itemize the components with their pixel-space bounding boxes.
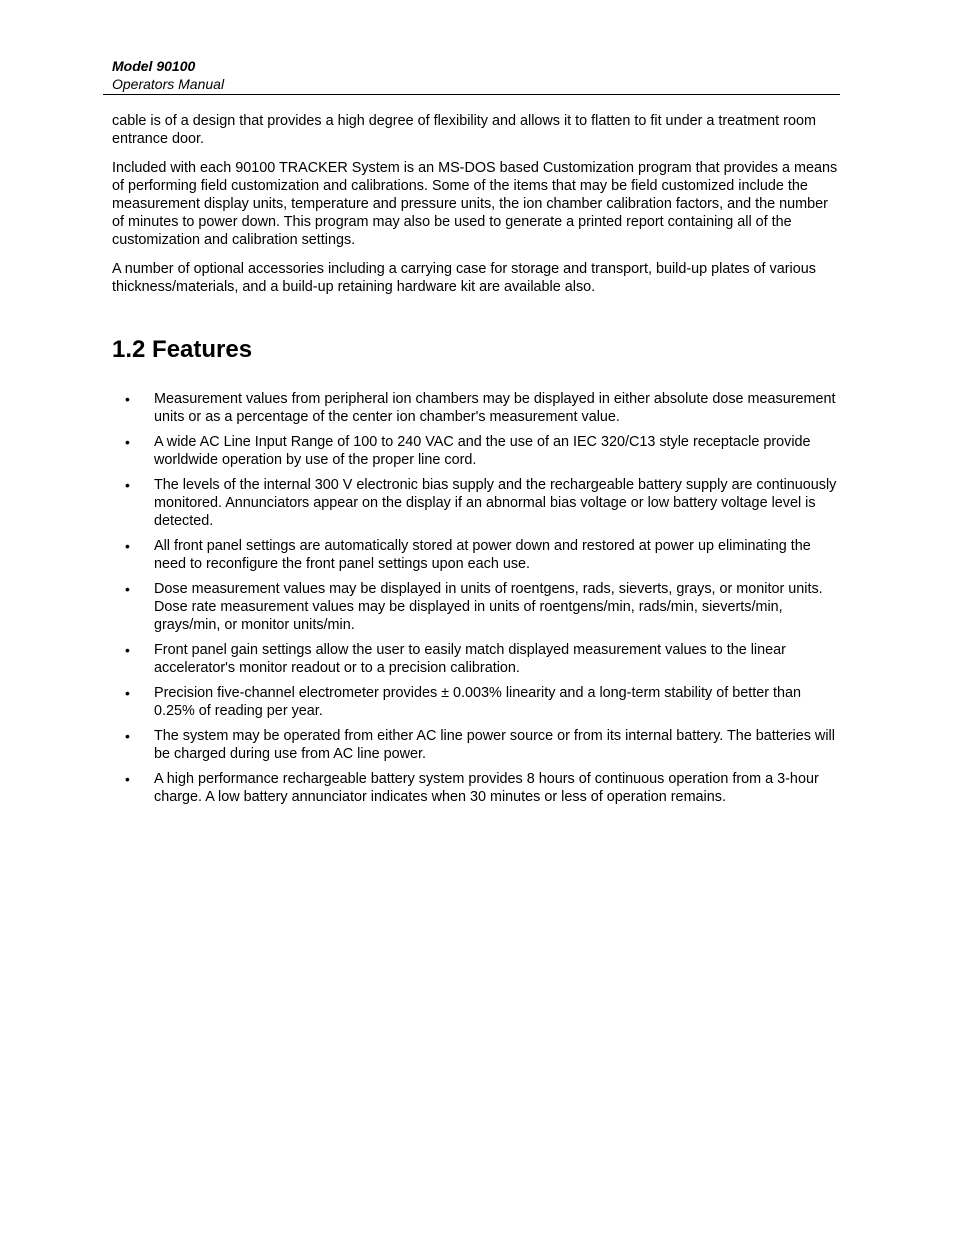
bullet-icon: • [125, 581, 130, 597]
bullet-icon: • [125, 685, 130, 701]
feature-text: Measurement values from peripheral ion chambers may be displayed in either absolute dose measurement units or as a percentage of the center ion chamber's measurement value. [154, 391, 836, 425]
intro-paragraph-customization: Included with each 90100 TRACKER System is an MS-DOS based Customization program that provides a means of performing field customization and calibrations. Some of the items that may be field customized include the measurement display units, temperature and pressure units, the ion chamber calibration factors, and the number of minutes to power down. This program may also be used to generate a printed report containing all of the customization and calibration settings. [112, 160, 838, 248]
bullet-icon: • [125, 477, 130, 493]
feature-item [112, 641, 842, 677]
feature-text: Dose measurement values may be displayed in units of roentgens, rads, sieverts, grays, or monitor units. Dose rate measurement values may be displayed in units of roentgens/min, rads/min, sieverts/min, grays/min, or monitor units/min. [154, 581, 823, 633]
feature-item [112, 684, 842, 720]
feature-text: The levels of the internal 300 V electronic bias supply and the rechargeable battery supply are continuously monitored. Annunciators appear on the display if an abnormal bias voltage or low battery voltage level is detected. [154, 477, 837, 529]
header-manual-title: Operators Manual [112, 76, 225, 92]
feature-item [112, 770, 842, 806]
feature-item [112, 390, 842, 426]
feature-text: Precision five-channel electrometer provides ± 0.003% linearity and a long-term stability of better than 0.25% of reading per year. [154, 685, 802, 719]
intro-paragraph-cable: cable is of a design that provides a high degree of flexibility and allows it to flatten to fit under a treatment room entrance door. [112, 113, 816, 147]
page-content [112, 112, 842, 813]
feature-text: A high performance rechargeable battery system provides 8 hours of continuous operation from a 3-hour charge. A low battery annunciator indicates when 30 minutes or less of operation remains. [154, 771, 819, 805]
feature-text: A wide AC Line Input Range of 100 to 240 VAC and the use of an IEC 320/C13 style receptacle provide worldwide operation by use of the proper line cord. [154, 434, 811, 468]
bullet-icon: • [125, 391, 130, 407]
intro-paragraph-accessories: A number of optional accessories including a carrying case for storage and transport, build-up plates of various thickness/materials, and a build-up retaining hardware kit are available also. [112, 261, 816, 295]
section-heading-features: 1.2 Features [112, 336, 253, 363]
bullet-icon: • [125, 538, 130, 554]
header-model: Model 90100 [112, 58, 196, 74]
bullet-icon: • [125, 434, 130, 450]
feature-list [112, 390, 842, 806]
feature-item [112, 476, 842, 530]
bullet-icon: • [125, 771, 130, 787]
running-header [103, 57, 840, 95]
feature-item [112, 580, 842, 634]
feature-item [112, 727, 842, 763]
feature-text: All front panel settings are automatically stored at power down and restored at power up eliminating the need to reconfigure the front panel settings upon each use. [154, 538, 811, 572]
bullet-icon: • [125, 728, 130, 744]
feature-text: Front panel gain settings allow the user to easily match displayed measurement values to the linear accelerator's monitor readout or to a precision calibration. [154, 642, 786, 676]
feature-item [112, 433, 842, 469]
feature-text: The system may be operated from either AC line power source or from its internal battery. The batteries will be charged during use from AC line power. [154, 728, 835, 762]
bullet-icon: • [125, 642, 130, 658]
feature-item [112, 537, 842, 573]
